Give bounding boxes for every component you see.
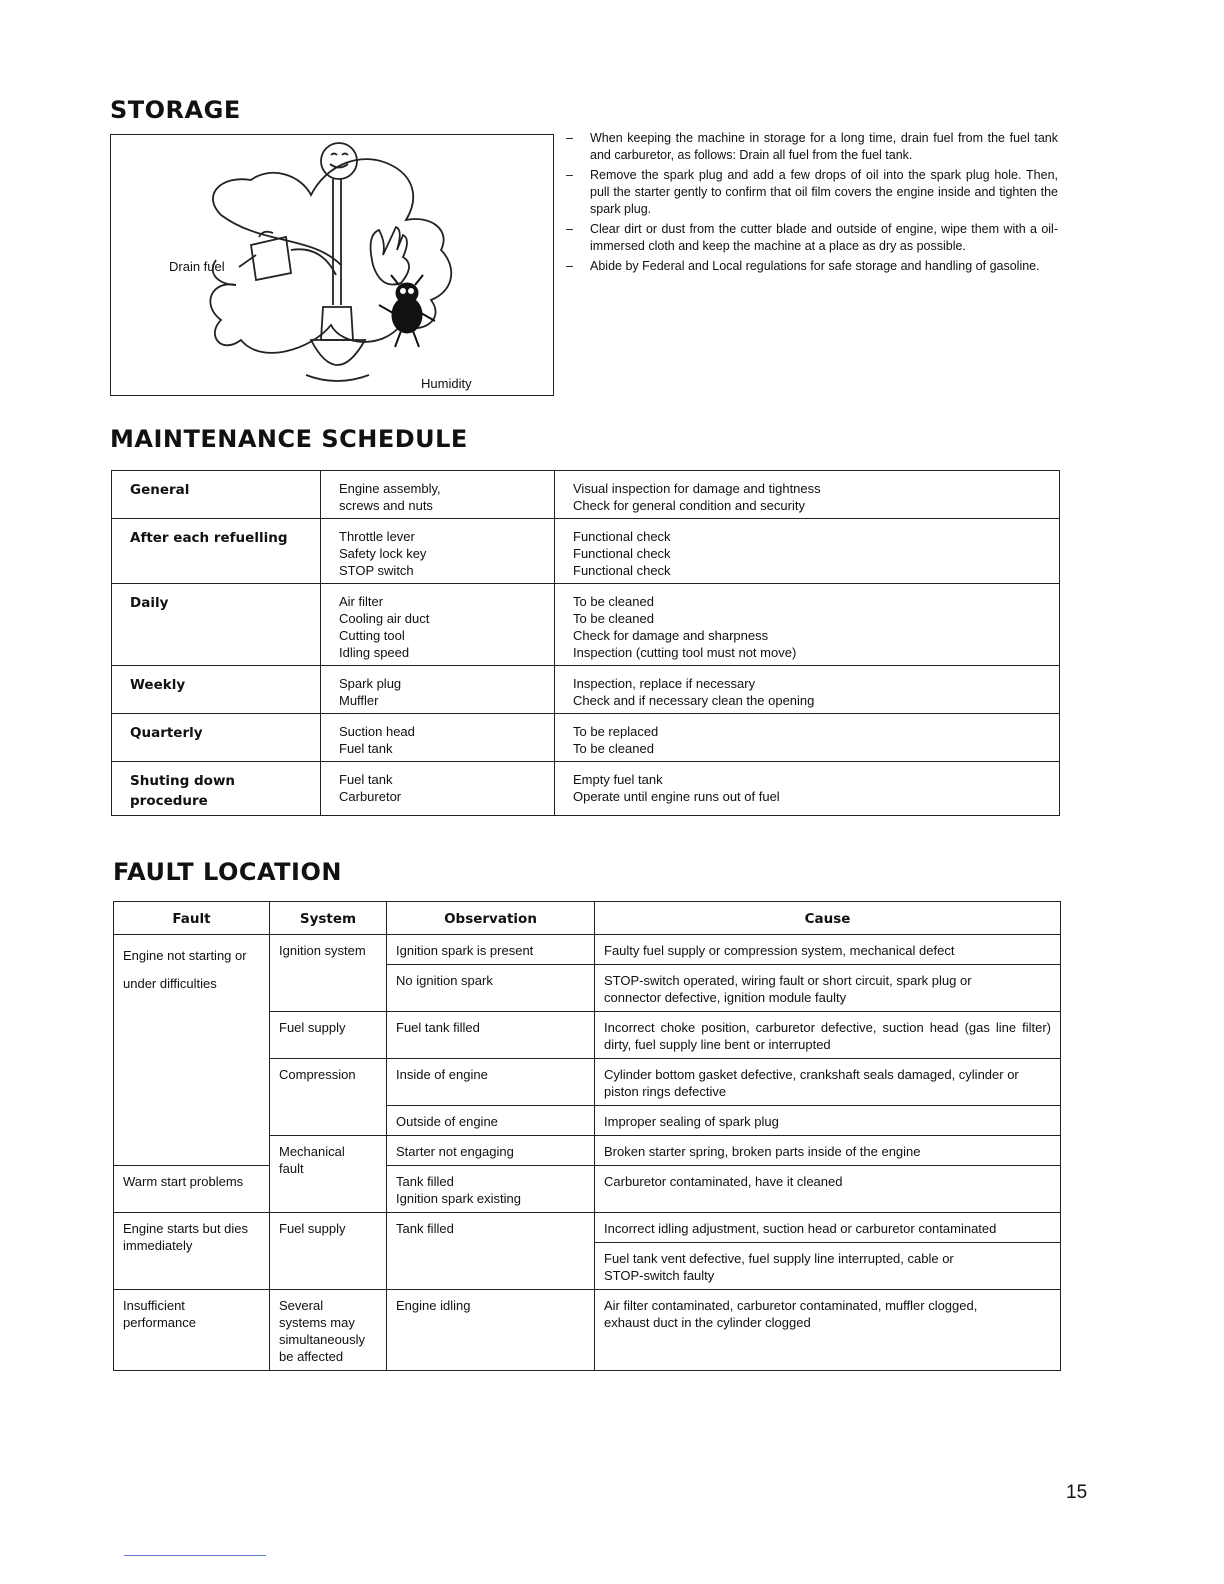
cause-cell: STOP-switch faulty [604,1268,715,1283]
cause-cell: Cylinder bottom gasket defective, crankshaft seals damaged, cylinder or piston rings defective [604,1067,1019,1099]
column-header: System [270,902,387,935]
fault-cell: Engine starts but dies [123,1221,249,1236]
interval-label: After each refuelling [130,530,288,546]
column-header: Fault [114,902,270,935]
component-item: Engine assembly, [339,481,441,496]
observation-cell: Engine idling [396,1298,471,1313]
action-item: Check and if necessary clean the opening [573,693,815,708]
system-cell: Compression [279,1067,356,1082]
observation-cell: Inside of engine [396,1067,488,1082]
table-row [112,714,1060,762]
cause-cell: Incorrect idling adjustment, suction head or carburetor contaminated [604,1221,997,1236]
system-cell: Fuel supply [279,1020,346,1035]
fault-cell: under difficulties [123,976,217,991]
cause-cell: connector defective, ignition module faulty [604,990,847,1005]
component-item: Cooling air duct [339,611,430,626]
observation-cell: Outside of engine [396,1114,498,1129]
component-item: Cutting tool [339,628,405,643]
table-row [114,1213,1061,1243]
table-row [114,1166,1061,1213]
observation-cell: Tank filled [396,1174,454,1189]
system-cell: Ignition system [279,943,366,958]
page-number: 15 [1066,1482,1088,1503]
interval-label: Shuting down [130,773,236,789]
action-item: Empty fuel tank [573,772,663,787]
observation-cell: Starter not engaging [396,1144,514,1159]
action-item: To be cleaned [573,611,654,626]
storage-note: – Abide by Federal and Local regulations for safe storage and handling of gasoline. [566,258,1058,275]
fault-table [113,901,1061,1371]
table-row [112,666,1060,714]
action-item: Inspection (cutting tool must not move) [573,645,797,660]
fault-cell: Insufficient [123,1298,185,1313]
component-item: Idling speed [339,645,410,660]
fault-cell: performance [123,1315,196,1330]
storage-notes [566,130,1058,278]
component-item: Throttle lever [339,529,415,544]
cause-cell: Carburetor contaminated, have it cleaned [604,1174,843,1189]
footer-rule [124,1555,266,1556]
system-cell: simultaneously [279,1332,365,1347]
observation-cell: Fuel tank filled [396,1020,480,1035]
component-item: Suction head [339,724,415,739]
action-item: Check for general condition and security [573,498,805,513]
cause-cell: Fuel tank vent defective, fuel supply line interrupted, cable or [604,1251,954,1266]
system-cell: Mechanical [279,1144,345,1159]
humidity-label: Humidity [421,376,472,391]
action-item: Check for damage and sharpness [573,628,769,643]
table-row [114,935,1061,965]
action-item: To be replaced [573,724,659,739]
system-cell: systems may [279,1315,355,1330]
action-item: To be cleaned [573,594,654,609]
component-item: Muffler [339,693,379,708]
storage-illustration [110,134,554,396]
storage-heading: STORAGE [110,96,241,124]
table-row [112,584,1060,666]
action-item: To be cleaned [573,741,654,756]
cause-cell: Broken starter spring, broken parts inside of the engine [604,1144,921,1159]
table-row [112,471,1060,519]
storage-note: – Clear dirt or dust from the cutter blade and outside of engine, wipe them with a oil-immersed cloth and keep the machine at a place as dry as possible. [566,221,1058,255]
system-cell: fault [279,1161,304,1176]
fault-cell: immediately [123,1238,193,1253]
component-item: Air filter [339,594,384,609]
table-row [114,1290,1061,1371]
cause-cell: Improper sealing of spark plug [604,1114,779,1129]
action-item: Functional check [573,529,671,544]
cause-cell: Air filter contaminated, carburetor contaminated, muffler clogged, [604,1298,978,1313]
drain-fuel-label: Drain fuel [169,259,225,274]
cause-cell: exhaust duct in the cylinder clogged [604,1315,811,1330]
cause-cell: Incorrect choke position, carburetor defective, suction head (gas line filter) dirty, fuel supply line bent or interrupted [604,1020,1051,1052]
system-cell: be affected [279,1349,344,1364]
table-header-row [114,902,1061,935]
column-header: Observation [387,902,595,935]
component-item: Fuel tank [339,741,393,756]
component-item: Carburetor [339,789,402,804]
cause-cell: STOP-switch operated, wiring fault or short circuit, spark plug or [604,973,972,988]
observation-cell: No ignition spark [396,973,493,988]
interval-label: procedure [130,793,208,809]
action-item: Operate until engine runs out of fuel [573,789,780,804]
maintenance-table [111,470,1060,816]
interval-label: Weekly [130,677,186,693]
observation-cell: Ignition spark is present [396,943,534,958]
component-item: screws and nuts [339,498,433,513]
system-cell: Several [279,1298,324,1313]
observation-cell: Ignition spark existing [396,1191,522,1206]
column-header: Cause [595,902,1061,935]
component-item: STOP switch [339,563,414,578]
component-item: Fuel tank [339,772,393,787]
action-item: Inspection, replace if necessary [573,676,756,691]
storage-note: – Remove the spark plug and add a few drops of oil into the spark plug hole. Then, pull the starter gently to confirm that oil film covers the engine inside and tighten the spark plug. [566,167,1058,218]
storage-note: – When keeping the machine in storage for a long time, drain fuel from the fuel tank and carburetor, as follows: Drain all fuel from the fuel tank. [566,130,1058,164]
interval-label: General [130,482,190,498]
action-item: Functional check [573,563,671,578]
maintenance-heading: MAINTENANCE SCHEDULE [110,425,468,453]
component-item: Safety lock key [339,546,427,561]
action-item: Functional check [573,546,671,561]
component-item: Spark plug [339,676,402,691]
observation-cell: Tank filled [396,1221,454,1236]
action-item: Visual inspection for damage and tightness [573,481,821,496]
interval-label: Quarterly [130,725,203,741]
table-row [112,519,1060,584]
fault-heading: FAULT LOCATION [113,858,342,886]
fault-cell: Engine not starting or [123,948,247,963]
cause-cell: Faulty fuel supply or compression system, mechanical defect [604,943,955,958]
interval-label: Daily [130,595,169,611]
fault-cell: Warm start problems [123,1174,244,1189]
system-cell: Fuel supply [279,1221,346,1236]
table-row [112,762,1060,816]
